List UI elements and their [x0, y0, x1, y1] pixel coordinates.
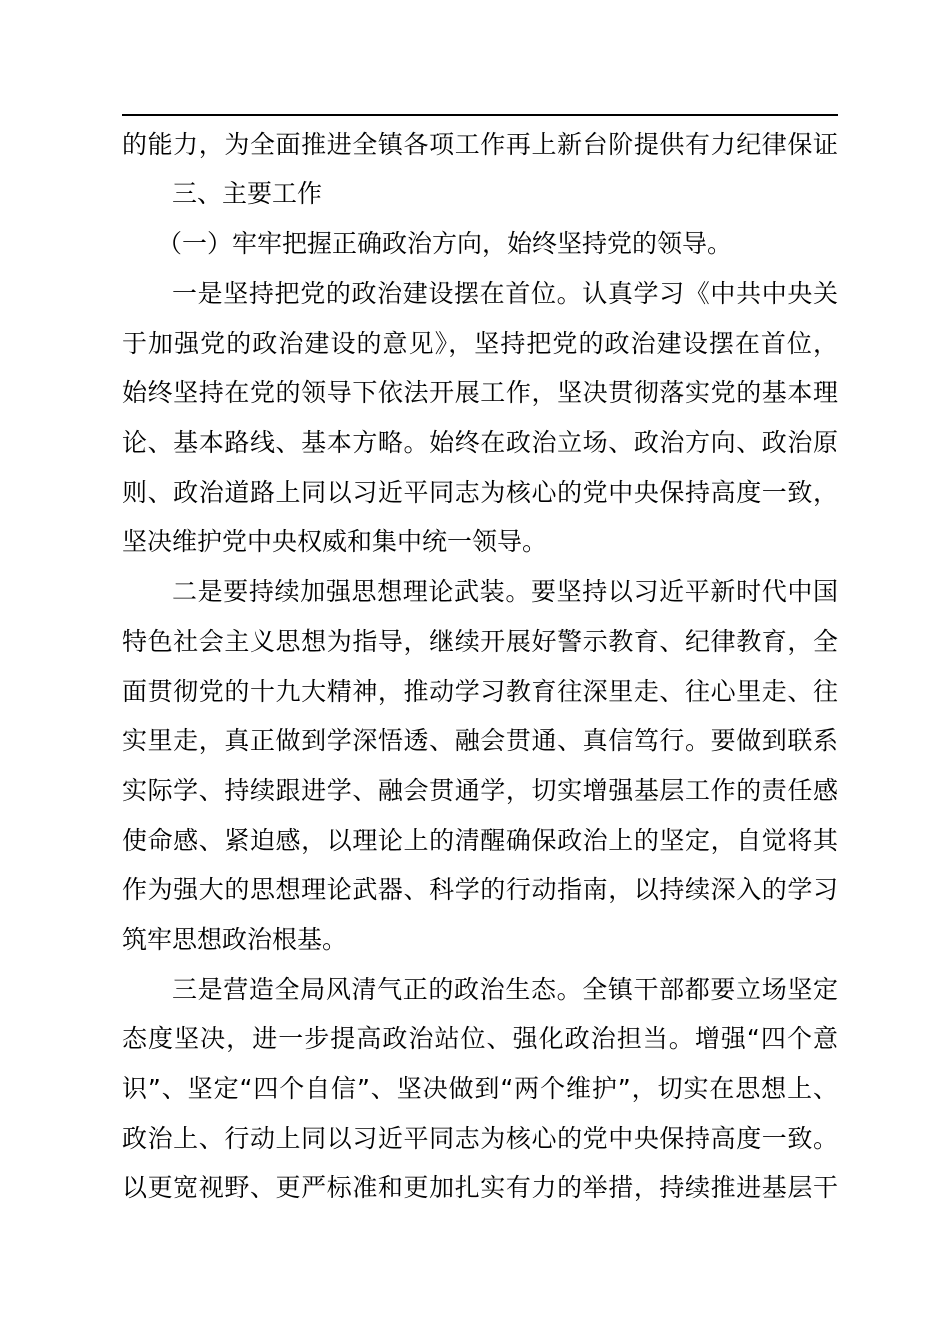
text-line-16: 作为强大的思想理论武器、科学的行动指南，以持续深入的学习	[122, 875, 838, 904]
text-line-7: 论、基本路线、基本方略。始终在政治立场、政治方向、政治原	[122, 428, 838, 457]
text-line-6: 始终坚持在党的领导下依法开展工作，坚决贯彻落实党的基本理	[122, 378, 838, 407]
text-line-19: 态度坚决，进一步提高政治站位、强化政治担当。增强“四个意	[122, 1024, 838, 1053]
text-line-17: 筑牢思想政治根基。	[122, 925, 348, 954]
text-line-12: 面贯彻党的十九大精神，推动学习教育往深里走、往心里走、往	[122, 677, 838, 706]
text-line-1: 的能力，为全面推进全镇各项工作再上新台阶提供有力纪律保证	[122, 130, 838, 159]
text-line-15: 使命感、紧迫感，以理论上的清醒确保政治上的坚定，自觉将其	[122, 826, 838, 855]
text-line-22: 以更宽视野、更严标准和更加扎实有力的举措，持续推进基层干	[122, 1173, 838, 1202]
section-heading: 三、主要工作	[172, 179, 323, 208]
subsection-heading: （一）牢牢把握正确政治方向，始终坚持党的领导。	[157, 229, 733, 258]
text-line-10: 二是要持续加强思想理论武装。要坚持以习近平新时代中国	[172, 577, 838, 606]
text-line-20: 识”、坚定“四个自信”、坚决做到“两个维护”，切实在思想上、	[122, 1074, 838, 1103]
text-line-9: 坚决维护党中央权威和集中统一领导。	[122, 527, 548, 556]
text-line-18: 三是营造全局风清气正的政治生态。全镇干部都要立场坚定	[172, 975, 838, 1004]
text-line-4: 一是坚持把党的政治建设摆在首位。认真学习《中共中央关	[172, 279, 838, 308]
text-line-5: 于加强党的政治建设的意见》，坚持把党的政治建设摆在首位，	[122, 329, 838, 358]
text-line-8: 则、政治道路上同以习近平同志为核心的党中央保持高度一致，	[122, 478, 838, 507]
text-line-21: 政治上、行动上同以习近平同志为核心的党中央保持高度一致。	[122, 1124, 838, 1153]
text-line-11: 特色社会主义思想为指导，继续开展好警示教育、纪律教育，全	[122, 627, 838, 656]
text-line-14: 实际学、持续跟进学、融会贯通学，切实增强基层工作的责任感	[122, 776, 838, 805]
header-rule	[122, 114, 838, 116]
text-line-13: 实里走，真正做到学深悟透、融会贯通、真信笃行。要做到联系	[122, 726, 838, 755]
